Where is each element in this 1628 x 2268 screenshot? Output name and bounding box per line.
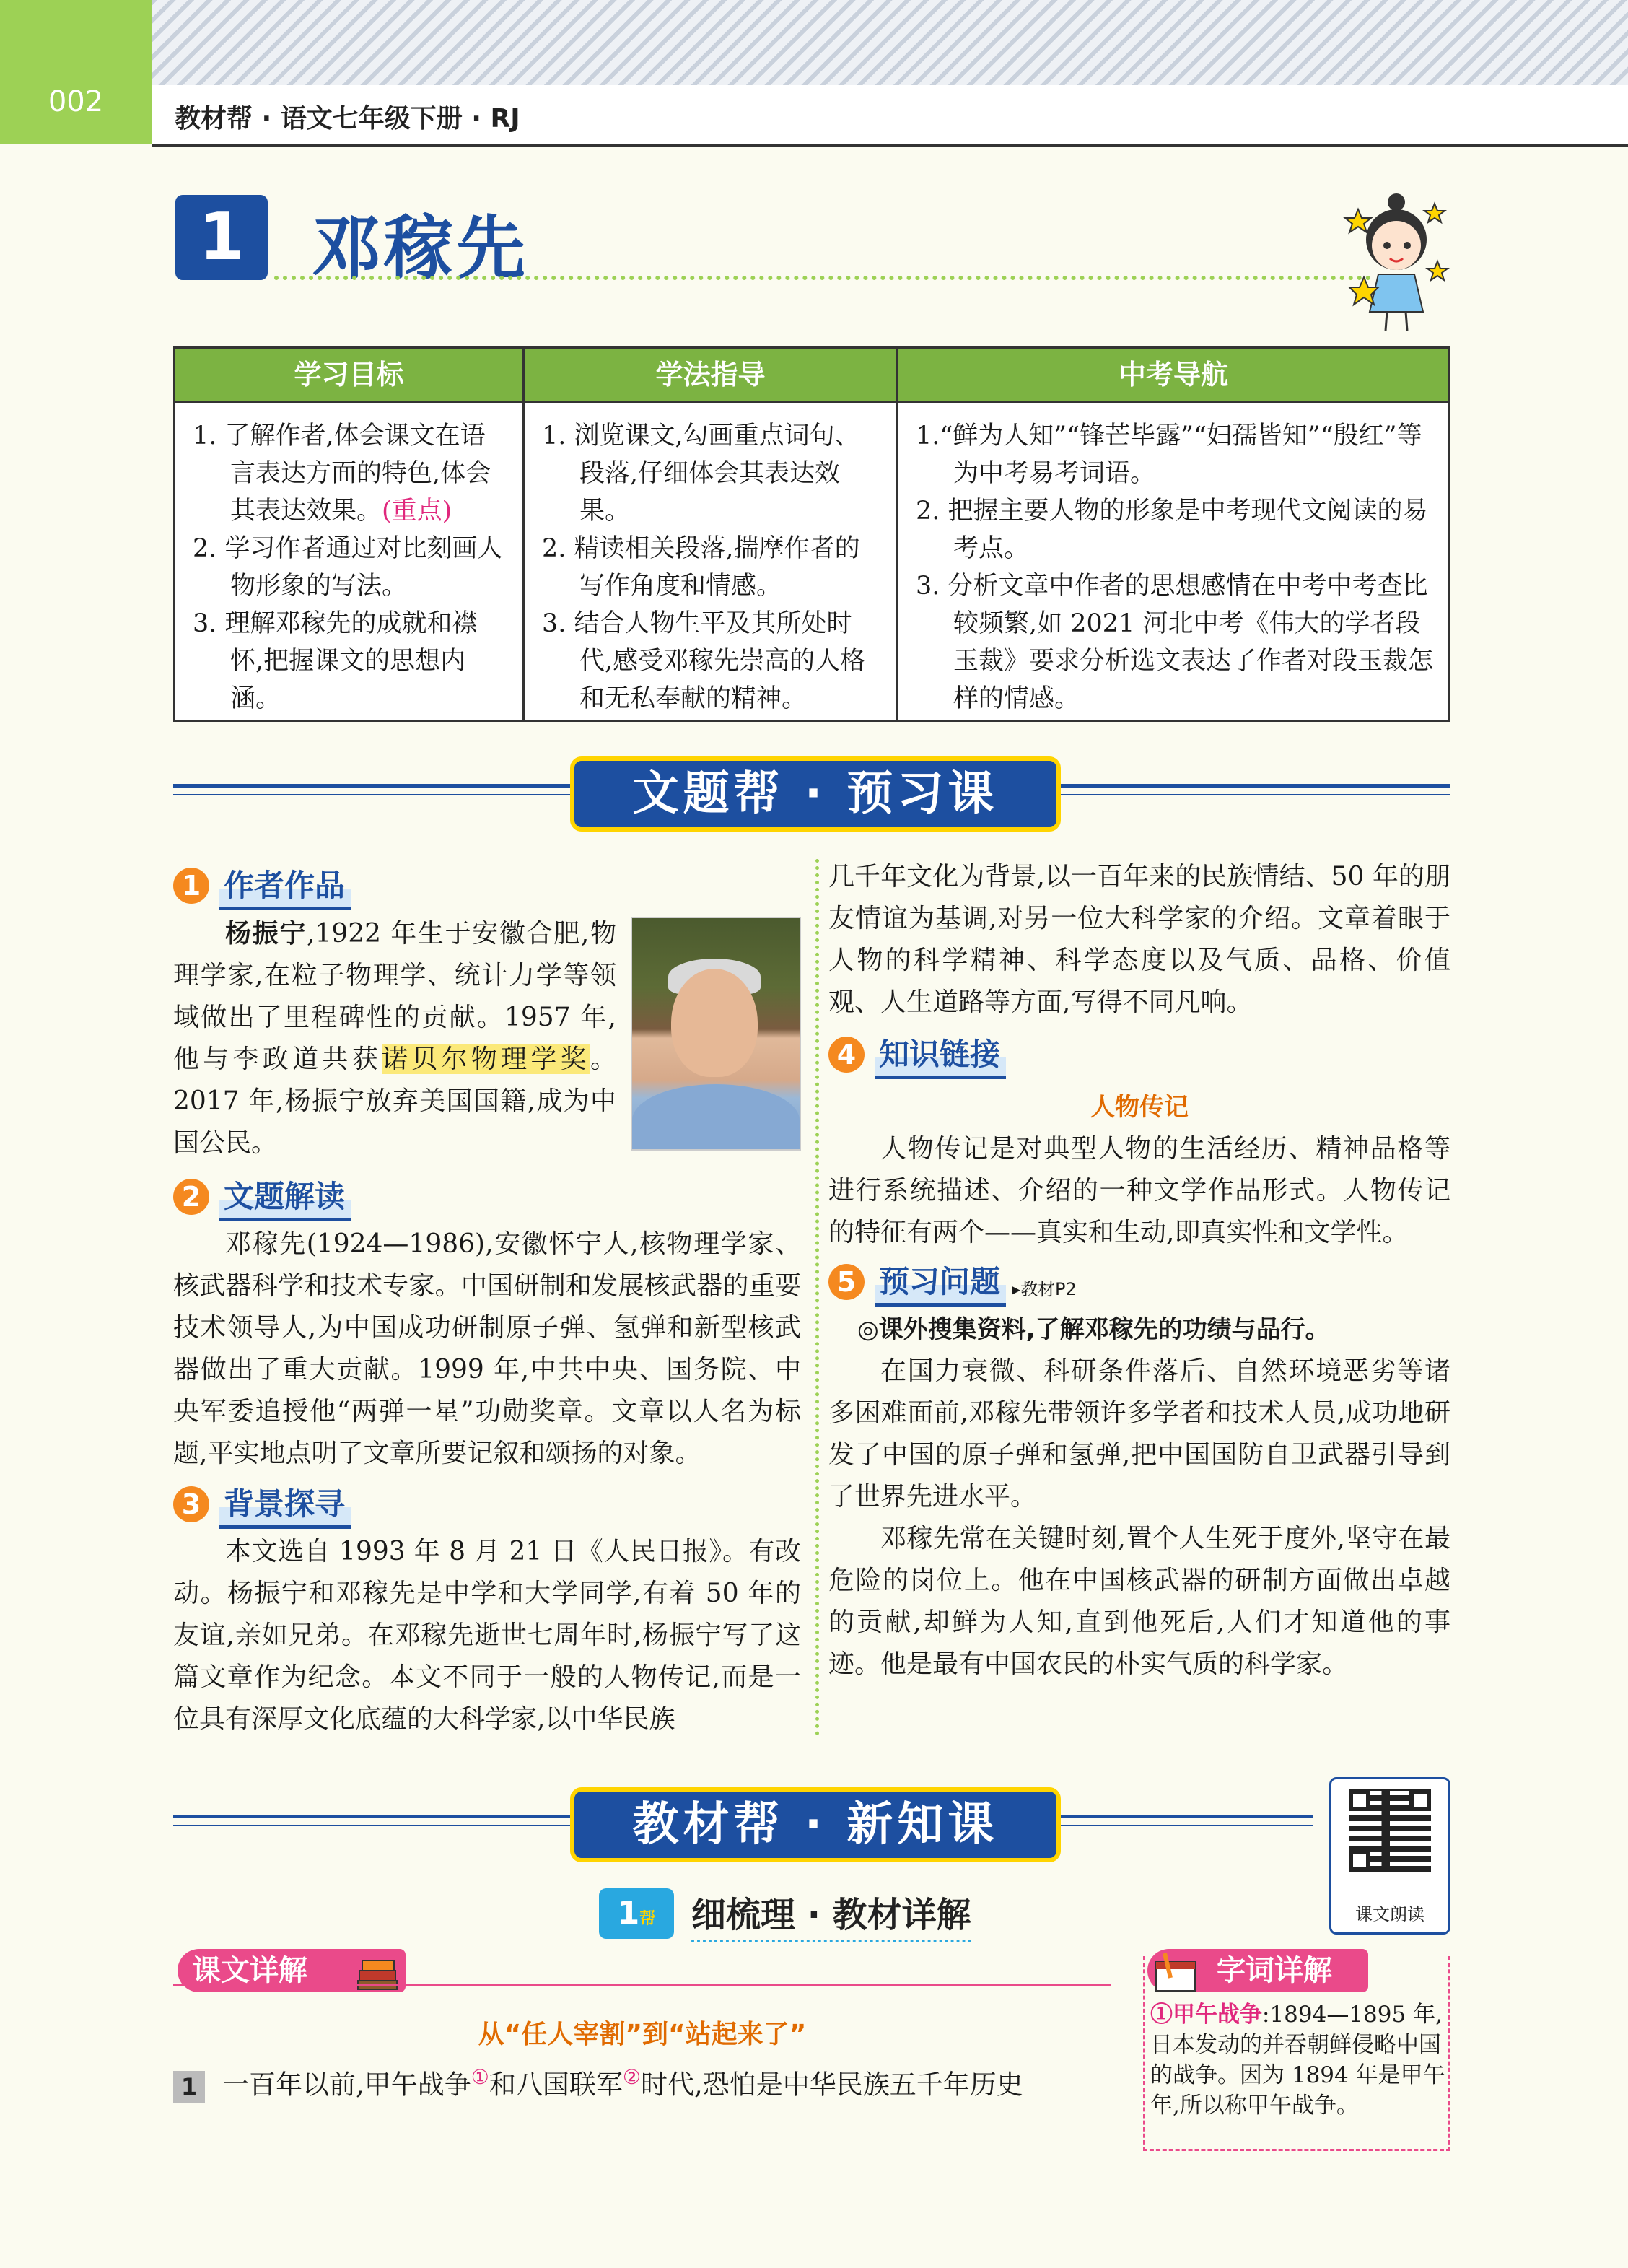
background-paragraph: 本文选自 1993 年 8 月 21 日《人民日报》。有改动。杨振宁和邓稼先是中学和大学同学,有着 50 年的友谊,亲如兄弟。在邓稼先逝世七周年时,杨振宁写了这篇文章作为纪念。本文不同于一般的人物传记,而是一位具有深厚文化底蕴的大科学家,以中华民族 xyxy=(173,1537,801,1734)
key-point-tag: (重点) xyxy=(382,497,452,525)
goal-item-2: 2. 学习作者通过对比刻画人物形象的写法。 xyxy=(193,534,503,601)
book-title: 教材帮 · 语文七年级下册 · RJ xyxy=(175,104,520,134)
section-label: 背景探寻 xyxy=(219,1480,351,1529)
pencil-box-icon xyxy=(1150,1949,1201,1995)
footnote-marker-2[interactable]: ② xyxy=(622,2065,641,2089)
method-item-2: 2. 精读相关段落,揣摩作者的写作角度和情感。 xyxy=(542,534,860,601)
objectives-column-goals xyxy=(175,349,525,720)
preview-left-column xyxy=(173,859,801,1740)
author-paragraph: 杨振宁,1922 年生于安徽合肥,物理学家,在粒子物理学、统计力学等领域做出了里程碑性的贡献。1957 年,他与李政道共获诺贝尔物理学奖。2017 年,杨振宁放弃美国国籍,成为中国公民。 xyxy=(173,918,616,1158)
text-explain-tab: 课文详解 xyxy=(178,1949,406,1992)
objectives-column-exam xyxy=(898,349,1448,720)
word-note: ①甲午战争:1894—1895 年,日本发动的并吞朝鲜侵略中国的战争。因为 1894 年是甲午年,所以称甲午战争。 xyxy=(1150,2002,1445,2119)
sub-badge: 1帮 xyxy=(599,1888,674,1939)
objectives-table xyxy=(173,346,1450,722)
knowledge-title: 人物传记 xyxy=(1090,1093,1189,1122)
paragraph-number: 1 xyxy=(173,2071,205,2103)
nobel-highlight: 诺贝尔物理学奖 xyxy=(381,1044,590,1074)
goal-item-3: 3. 理解邓稼先的成就和襟怀,把握课文的思想内涵。 xyxy=(193,609,478,713)
section-questions-head xyxy=(828,1260,1450,1304)
sub-title: 细梳理 · 教材详解 xyxy=(691,1887,971,1942)
section-label: 作者作品 xyxy=(219,862,351,910)
page-number: 002 xyxy=(48,85,104,118)
author-name: 杨振宁 xyxy=(225,918,307,948)
lesson-title: 邓稼先 xyxy=(312,208,528,289)
section-title-reading-head xyxy=(173,1174,801,1219)
header-stripe xyxy=(152,0,1628,85)
column-header: 学习目标 xyxy=(175,349,522,403)
answer-paragraph-2: 邓稼先常在关键时刻,置个人生死于度外,坚守在最危险的岗位上。他在中国核武器的研制方面做出卓越的贡献,却鲜为人知,直到他死后,人们才知道他的事迹。他是最有中国农民的朴实气质的科学家。 xyxy=(828,1524,1450,1679)
note-term: ①甲午战争 xyxy=(1150,2002,1262,2028)
footnote-marker-1[interactable]: ① xyxy=(471,2065,489,2089)
header-page-tab xyxy=(0,0,152,144)
column-header: 中考导航 xyxy=(898,349,1448,403)
exam-item-2: 2. 把握主要人物的形象是中考现代文阅读的易考点。 xyxy=(916,497,1428,563)
section-author-head xyxy=(173,863,801,908)
section-label: 知识链接 xyxy=(875,1031,1006,1079)
textbook-page-ref: ▸教材P2 xyxy=(1012,1279,1077,1299)
word-explain-tab: 字词详解 xyxy=(1147,1949,1368,1992)
preview-question: ◎课外搜集资料,了解邓稼先的功绩与品行。 xyxy=(857,1315,1330,1344)
objectives-column-methods xyxy=(525,349,898,720)
text-paragraph-1: 1 一百年以前,甲午战争①和八国联军②时代,恐怕是中华民族五千年历史 xyxy=(173,2057,1119,2105)
title-dotted-rule xyxy=(274,276,1371,280)
girl-mascot-icon xyxy=(1342,189,1450,333)
goal-item-1: 1. 了解作者,体会课文在语言表达方面的特色,体会其表达效果。(重点) xyxy=(193,422,491,525)
method-item-3: 3. 结合人物生平及其所处时代,感受邓稼先崇高的人格和无私奉献的精神。 xyxy=(542,609,866,713)
author-photo xyxy=(631,917,801,1151)
method-item-1: 1. 浏览课文,勾画重点词句、段落,仔细体会其表达效果。 xyxy=(542,422,860,525)
qr-code-icon xyxy=(1349,1789,1431,1872)
section-number: 2 xyxy=(173,1179,209,1215)
answer-paragraph-1: 在国力衰微、科研条件落后、自然环境恶劣等诸多困难面前,邓稼先带领许多学者和技术人员,成功地研发了中国的原子弹和氢弹,把中国国防自卫武器引导到了世界先进水平。 xyxy=(828,1356,1450,1512)
knowledge-paragraph: 人物传记是对典型人物的生活经历、精神品格等进行系统描述、介绍的一种文学作品形式。人物传记的特征有两个——真实和生动,即真实性和文学性。 xyxy=(828,1134,1450,1247)
section-number: 5 xyxy=(828,1264,865,1300)
section-heading: 从“任人宰割”到“站起来了” xyxy=(478,2020,807,2049)
section-label: 文题解读 xyxy=(219,1173,351,1221)
background-continued: 几千年文化为背景,以一百年来的民族情结、50 年的朋友情谊为基调,对另一位大科学家的介绍。文章着眼于人物的科学精神、科学态度以及气质、品格、价值观、人生道路等方面,写得不同凡响。 xyxy=(828,862,1450,1017)
column-header: 学法指导 xyxy=(525,349,896,403)
preview-right-column xyxy=(828,856,1450,1685)
qr-code-card[interactable] xyxy=(1329,1777,1450,1935)
lesson-number: 1 xyxy=(175,195,268,280)
exam-item-1: 1.“鲜为人知”“锋芒毕露”“妇孺皆知”“殷红”等为中考易考词语。 xyxy=(916,422,1422,488)
exam-item-3: 3. 分析文章中作者的思想感情在中考中考查比较频繁,如 2021 河北中考《伟大的学者段玉裁》要求分析选文表达了作者对段玉裁怎样的情感。 xyxy=(916,572,1434,713)
preview-banner: 文题帮 · 预习课 xyxy=(570,756,1061,832)
textbook-banner: 教材帮 · 新知课 xyxy=(570,1787,1061,1862)
title-reading-paragraph: 邓稼先(1924—1986),安徽怀宁人,核物理学家、核武器科学和技术专家。中国研制和发展核武器的重要技术领导人,为中国成功研制原子弹、氢弹和新型核武器做出了重大贡献。1999 年,中共中央、国务院、中央军委追授他“两弹一星”功勋奖章。文章以人名为标题,平实地点明了文章所要记叙和颂扬的对象。 xyxy=(173,1229,801,1468)
section-number: 1 xyxy=(173,868,209,904)
qr-label: 课文朗读 xyxy=(1355,1904,1424,1924)
tab-rule xyxy=(173,1984,1111,1986)
section-number: 3 xyxy=(173,1486,209,1522)
section-background-head xyxy=(173,1482,801,1527)
column-divider xyxy=(815,859,819,1736)
section-label: 预习问题 xyxy=(875,1258,1006,1307)
section-number: 4 xyxy=(828,1037,865,1073)
section-knowledge-head xyxy=(828,1032,1450,1077)
